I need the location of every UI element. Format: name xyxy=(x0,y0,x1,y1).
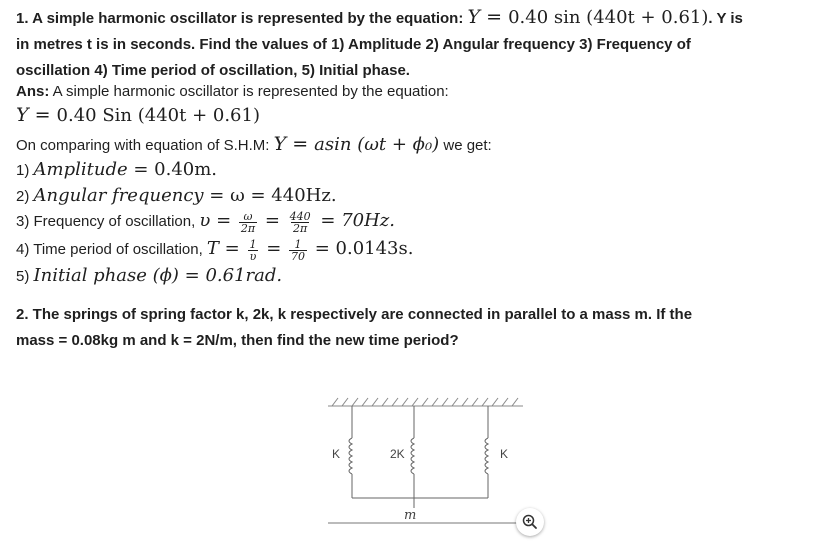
answer-intro xyxy=(16,83,449,100)
equation-equals: = xyxy=(480,6,509,28)
equation-variable: Y xyxy=(467,6,481,28)
fraction-denominator: 2π xyxy=(293,221,308,235)
question-1-line-1 xyxy=(16,4,840,32)
question-1 xyxy=(16,4,840,84)
question-1-tail: . Y is xyxy=(708,10,743,27)
result-initial-phase xyxy=(16,265,282,286)
result-4-equals-1: = xyxy=(218,238,246,259)
fraction-omega-over-2pi xyxy=(239,211,257,234)
result-angular-frequency xyxy=(16,185,337,206)
ceiling-support xyxy=(328,398,523,406)
answer-equation xyxy=(16,104,260,126)
fraction-numerator: 440 xyxy=(289,209,311,223)
question-1-text: 1. A simple harmonic oscillator is represented by the equation: xyxy=(16,10,468,27)
fraction-denominator: υ xyxy=(249,249,257,263)
question-1-line-2: in metres t is in seconds. Find the values of 1) Amplitude 2) Angular frequency 3) Frequency of xyxy=(16,36,691,53)
fraction-1-over-70 xyxy=(289,239,307,262)
mass-label: m xyxy=(404,508,417,523)
answer-eq-equals: = xyxy=(28,104,57,126)
comparison-equals: = xyxy=(286,133,315,155)
result-2-number: 2) xyxy=(16,188,34,205)
comparison-rhs: asin (ωt + ϕ₀) xyxy=(314,134,440,155)
comparison-y: Y xyxy=(273,133,287,155)
result-1-label: Amplitude xyxy=(33,159,128,180)
result-time-period xyxy=(16,238,413,262)
question-2-line-1: 2. The springs of spring factor k, 2k, k respectively are connected in parallel to a mass m. If the xyxy=(16,306,693,323)
fraction-440-over-2pi xyxy=(288,211,313,234)
result-3-text: 3) Frequency of oscillation, xyxy=(16,213,200,230)
result-4-text: 4) Time period of oscillation, xyxy=(16,241,207,258)
fraction-denominator: 2π xyxy=(240,221,256,235)
result-5-number: 5) xyxy=(16,268,34,285)
comparison-tail: we get: xyxy=(439,137,492,154)
result-3-value: = 70Hz. xyxy=(314,210,396,231)
comparison-text: On comparing with equation of S.H.M: xyxy=(16,137,274,154)
spring-left xyxy=(349,406,352,498)
fraction-1-over-v xyxy=(247,239,258,262)
result-3-equals-2: = xyxy=(259,210,286,231)
result-1-number: 1) xyxy=(16,162,34,179)
result-2-value: = ω = 440Hz. xyxy=(203,185,337,206)
answer-eq-lhs: Y xyxy=(16,104,29,126)
zoom-in-icon xyxy=(516,508,544,536)
result-amplitude xyxy=(16,159,217,180)
question-2-line-2: mass = 0.08kg m and k = 2N/m, then find the new time period? xyxy=(16,332,459,349)
result-3-equals-1: = xyxy=(210,210,237,231)
result-4-symbol: T xyxy=(206,238,219,259)
result-5-label: Initial phase (ϕ) xyxy=(33,265,179,286)
spring-middle-label: 2K xyxy=(390,447,405,461)
spring-middle xyxy=(411,406,414,498)
fraction-numerator: 1 xyxy=(249,237,257,251)
answer-label: Ans: xyxy=(16,83,50,100)
result-4-equals-2: = xyxy=(260,238,287,259)
fraction-numerator: 1 xyxy=(294,237,302,251)
spring-right xyxy=(485,406,488,498)
result-3-symbol: υ xyxy=(199,210,211,231)
result-4-value: = 0.0143s. xyxy=(309,238,414,259)
fraction-numerator: ω xyxy=(243,209,253,223)
shm-comparison xyxy=(16,133,492,155)
answer-eq-rhs: 0.40 Sin (440t + 0.61) xyxy=(56,105,260,126)
result-frequency xyxy=(16,210,395,234)
equation-rhs: 0.40 sin (440t + 0.61) xyxy=(508,7,709,28)
result-1-value: = 0.40m. xyxy=(127,159,218,180)
question-1-line-3: oscillation 4) Time period of oscillation, 5) Initial phase. xyxy=(16,62,410,79)
spring-left-label: K xyxy=(332,447,341,461)
question-2 xyxy=(16,302,840,354)
result-2-label: Angular frequency xyxy=(33,185,204,206)
spring-right-label: K xyxy=(500,447,509,461)
zoom-button[interactable] xyxy=(516,508,544,536)
answer-intro-text: A simple harmonic oscillator is represented by the equation: xyxy=(49,83,449,100)
fraction-denominator: 70 xyxy=(291,249,305,263)
result-5-value: = 0.61rad. xyxy=(178,265,283,286)
